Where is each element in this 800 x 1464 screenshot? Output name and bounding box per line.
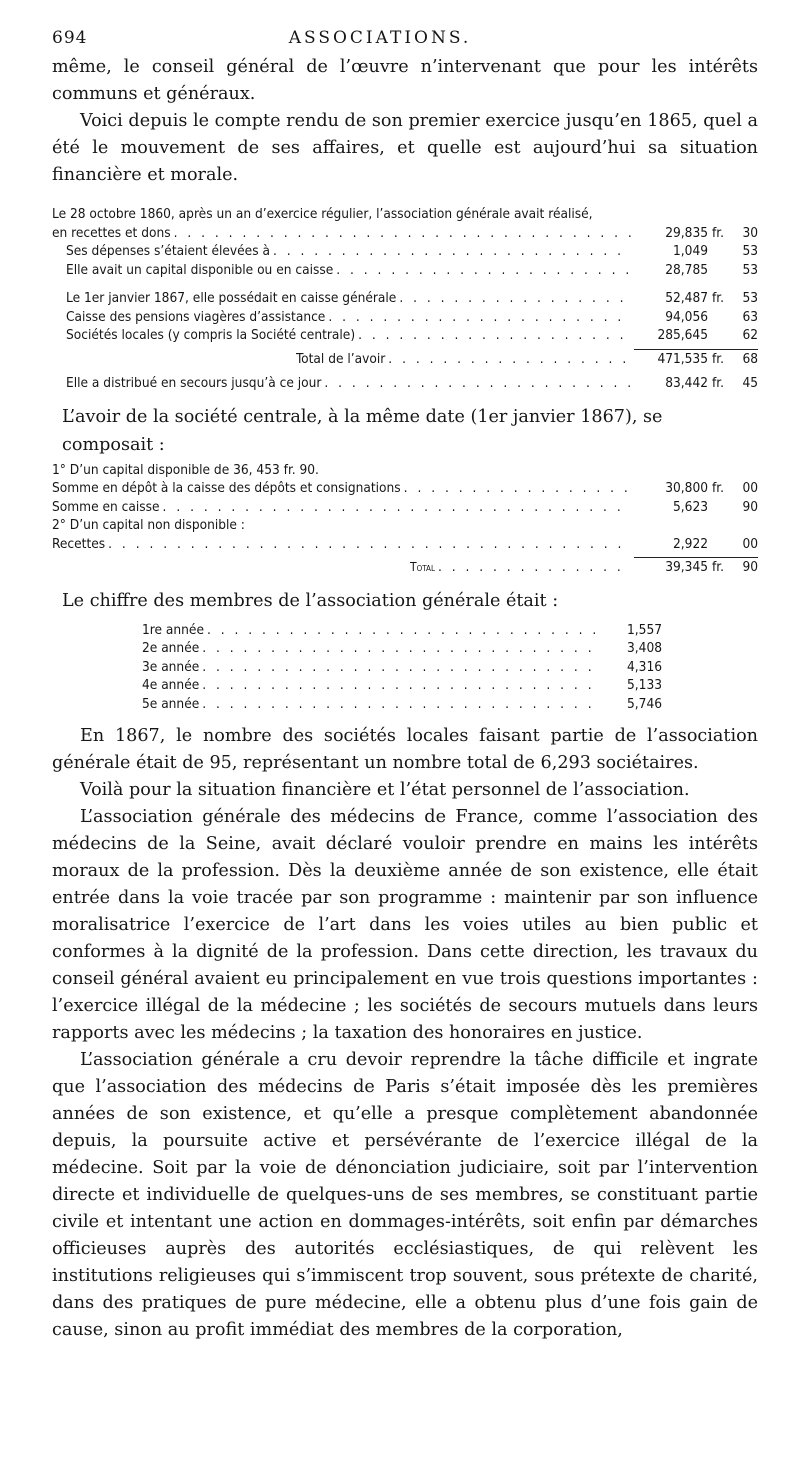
list-item <box>142 621 662 640</box>
members-count: 5,746 <box>627 695 662 712</box>
ledger-row <box>52 374 758 393</box>
page-number: 694 <box>52 28 88 48</box>
dot-leader <box>388 350 631 369</box>
ledger-cents: 62 <box>742 327 758 343</box>
ledger-cents: 00 <box>742 535 758 552</box>
ledger-label: Recettes <box>52 535 106 552</box>
members-count: 4,316 <box>627 658 662 675</box>
members-year: 4e année <box>142 677 200 693</box>
body-paragraph-4: L’association générale a cru devoir reprendre la tâche difficile et ingrate que l’association des médecins de Paris s’était imposée dès les premières années de son existence, et qu’elle a presque complètement abandonnée depuis, la poursuite active et persévérante de l’exercice illégal de la médecine. Soit par la voie de dénonciation judiciaire, soit par l’intervention directe et individuelle de quelques-uns de ses membres, se constituant partie civile et intentant une action en dommages-intérêts, soit enfin par démarches officieuses auprès des autorités ecclésiastiques, de qui relèvent les institutions religieuses qui s’immiscent trop souvent, sous prétexte de charité, dans des pratiques de pure médecine, elle a obtenu plus d’une fois gain de cause, sinon au profit immédiat des membres de la corporation, <box>52 1050 758 1340</box>
ledger-total-amount: 39,345 <box>634 557 708 577</box>
ledger-label: Caisse des pensions viagères d’assistance <box>66 308 326 325</box>
running-header <box>52 28 758 54</box>
members-year: 5e année <box>142 695 200 712</box>
intro-paragraph-2: Voici depuis le compte rendu de son premier exercice jusqu’en 1865, quel a été le mouvement de ses affaires, et quelle est aujourd’hui sa situation financière et morale. <box>52 111 758 185</box>
dot-leader <box>202 676 599 695</box>
dot-leader <box>207 621 599 640</box>
ledger-cents: 45 <box>742 375 758 391</box>
ledger-row <box>52 535 758 554</box>
ledger-cents: 30 <box>742 224 758 241</box>
ledger-currency: fr. <box>712 375 724 391</box>
body-paragraph-1: En 1867, le nombre des sociétés locales faisant partie de l’association générale était de 95, représentant un nombre total de 6,293 sociétaires. <box>52 726 758 773</box>
ledger-amount: 5,623 <box>673 498 708 515</box>
members-count: 5,133 <box>627 677 662 693</box>
dot-leader <box>399 289 631 308</box>
dot-leader <box>163 498 631 517</box>
members-year: 2e année <box>142 640 200 656</box>
ledger-label: Somme en caisse <box>52 498 160 515</box>
ledger-amount: 2,922 <box>673 535 708 552</box>
body-paragraph-2: Voilà pour la situation financière et l’état personnel de l’association. <box>80 780 690 800</box>
dot-leader <box>324 374 631 393</box>
ledger-currency: fr. <box>708 557 732 577</box>
ledger-label: Ses dépenses s’étaient élevées à <box>66 243 270 259</box>
ledger-amount: 83,442 <box>665 375 708 391</box>
dot-leader <box>404 479 631 498</box>
dot-leader <box>328 308 631 327</box>
ledger-currency: fr. <box>712 480 724 496</box>
ledger-row <box>52 326 758 345</box>
dot-leader <box>358 326 631 345</box>
dot-leader <box>273 242 631 261</box>
list-item <box>142 639 662 658</box>
members-count: 3,408 <box>627 640 662 656</box>
ledger-currency: fr. <box>712 224 724 241</box>
dot-leader <box>202 658 599 677</box>
ledger-amount: 285,645 <box>657 327 708 343</box>
ledger-amount: 30,800 <box>665 480 708 496</box>
members-year: 1re année <box>142 621 204 638</box>
ledger-row <box>52 479 758 498</box>
ledger-label: en recettes et dons <box>52 224 171 241</box>
ledger-cents: 53 <box>742 290 758 306</box>
accounts-block <box>52 205 758 393</box>
central-heading: L’avoir de la société centrale, à la même date (1er janvier 1867), se composait : <box>62 406 663 455</box>
ledger-cents: 53 <box>742 261 758 278</box>
dot-leader <box>438 558 631 577</box>
accounts-opening: Le 28 octobre 1860, après un an d’exercice régulier, l’association générale avait réalisé, <box>52 206 593 222</box>
ledger-currency: fr. <box>712 290 724 306</box>
members-list <box>142 621 662 714</box>
central-item-1-title: 1° D’un capital disponible de 36, 453 fr. 90. <box>52 461 319 478</box>
ledger-row <box>52 224 758 243</box>
dot-leader <box>174 224 631 243</box>
dot-leader <box>202 639 599 658</box>
ledger-row <box>52 498 758 517</box>
ledger-total-row <box>52 349 758 369</box>
ledger-amount: 52,487 <box>665 290 708 306</box>
ledger-currency: fr. <box>708 349 732 369</box>
list-item <box>142 695 662 714</box>
central-item-2-title: 2° D’un capital non disponible : <box>52 517 245 533</box>
ledger-amount: 29,835 <box>665 224 708 241</box>
central-block <box>52 461 758 577</box>
ledger-total-amount: 471,535 <box>634 349 708 369</box>
list-item <box>142 676 662 695</box>
ledger-amount: 94,056 <box>665 308 708 325</box>
ledger-row <box>52 289 758 308</box>
ledger-amount: 1,049 <box>673 243 708 259</box>
ledger-cents: 68 <box>732 349 758 369</box>
members-heading: Le chiffre des membres de l’association générale était : <box>62 590 559 611</box>
ledger-cents: 90 <box>742 498 758 515</box>
ledger-label: Le 1er janvier 1867, elle possédait en caisse générale <box>66 290 397 306</box>
dot-leader <box>336 261 631 280</box>
ledger-label: Sociétés locales (y compris la Société centrale) <box>66 327 356 343</box>
ledger-label: Elle a distribué en secours jusqu’à ce jour <box>66 375 322 391</box>
body-paragraph-3: L’association générale des médecins de France, comme l’association des médecins de la Seine, avait déclaré vouloir prendre en mains les intérêts moraux de la profession. Dès la deuxième année de son existence, elle était entrée dans la voie tracée par son programme : maintenir par son influence moralisatrice l’exercice de l’art dans les voies utiles au bien public et conformes à la dignité de la profession. Dans cette direction, les travaux du conseil général avaient eu principalement en vue trois questions importantes : l’exercice illégal de la médecine ; les sociétés de secours mutuels dans leurs rapports avec les médecins ; la taxation des honoraires en justice. <box>52 807 758 1043</box>
ledger-cents: 53 <box>742 243 758 259</box>
members-count: 1,557 <box>627 621 662 638</box>
ledger-cents: 00 <box>742 480 758 496</box>
members-year: 3e année <box>142 658 200 675</box>
intro-paragraph-1: même, le conseil général de l’œuvre n’intervenant que pour les intérêts communs et généraux. <box>52 57 758 104</box>
ledger-row <box>52 242 758 261</box>
dot-leader <box>108 535 631 554</box>
ledger-cents: 90 <box>732 557 758 577</box>
page <box>52 28 758 1344</box>
ledger-row <box>52 308 758 327</box>
ledger-total-label: Total <box>410 560 435 574</box>
ledger-amount: 28,785 <box>665 261 708 278</box>
ledger-row <box>52 261 758 280</box>
running-title: ASSOCIATIONS. <box>288 28 472 48</box>
ledger-total-label: Total de l’avoir <box>296 350 386 367</box>
ledger-label: Elle avait un capital disponible ou en caisse <box>66 261 334 278</box>
ledger-cents: 63 <box>742 308 758 325</box>
dot-leader <box>202 695 599 714</box>
ledger-label: Somme en dépôt à la caisse des dépôts et consignations <box>52 480 401 496</box>
list-item <box>142 658 662 677</box>
ledger-total-row <box>52 557 758 577</box>
